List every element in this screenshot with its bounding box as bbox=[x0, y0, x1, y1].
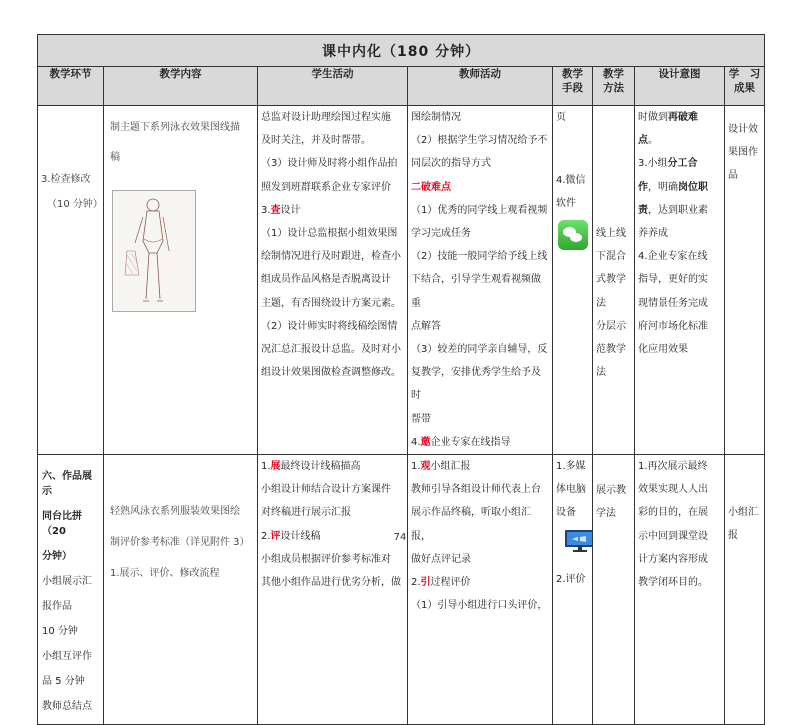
table-row bbox=[38, 106, 765, 455]
row2-stage: 六、作品展示 同台比拼（20 分钟） 小组展示汇 报作品 10 分钟 小组互评作 品 5 分钟 教师总结点 bbox=[38, 455, 104, 725]
row1-result: 设计效 果图作 品 bbox=[725, 106, 765, 455]
row2-student: 1.展最终设计线稿描高 小组设计师结合设计方案课件 对终稿进行展示汇报 2.评设计线稿 小组成员根据评价参考标准对 其他小组作品进行优劣分析，做 bbox=[258, 455, 408, 725]
row1-content: 制主题下系列泳衣效果图线描 稿 bbox=[104, 106, 258, 455]
table-row bbox=[38, 455, 765, 725]
row2-design: 1.再次展示最终 效果实现人人出 彩的目的，在展 示中回到课堂设 计方案内容形成 教学闭环目的。 bbox=[635, 455, 725, 725]
header-row bbox=[38, 67, 765, 106]
fashion-sketch-image bbox=[112, 190, 196, 312]
row1-means: 页 4.微信 软件 bbox=[553, 106, 593, 455]
page-number: 74 bbox=[393, 532, 407, 543]
lesson-plan-table bbox=[37, 34, 765, 725]
section-title: 课中内化（180 分钟） bbox=[38, 35, 765, 67]
row2-teacher: 1.观小组汇报 教师引导各组设计师代表上台 展示作品终稿，听取小组汇报， 做好点评记录 2.引过程评价 （1）引导小组进行口头评价， bbox=[408, 455, 553, 725]
row2-result: 小组汇 报 bbox=[725, 455, 765, 725]
difficulty-label: 二破难点 bbox=[411, 181, 451, 193]
wechat-icon bbox=[558, 220, 588, 250]
row2-content: 轻熟风泳衣系列服装效果图绘 制评价参考标准（详见附件 3） 1.展示、评价、修改流程 bbox=[104, 455, 258, 725]
header-teacher: 教师活动 bbox=[408, 67, 553, 106]
row1-method: 线上线 下混合 式教学 法 分层示 范教学 法 bbox=[593, 106, 635, 455]
row1-student: 总监对设计助理绘图过程实施 及时关注，并及时帮带。 （3）设计师及时将小组作品拍 照发到班群联系企业专家评价 3.查设计 （1）设计总监根据小组效果图 绘制情况进行及时跟进，检查小 组成员作品风格是否脱离设计 主题，有否围绕设计方案元素。 （2）设计师实时将线稿绘图情 况汇总汇报设计总监。及时对小 组设计效果图做检查调整修改。 bbox=[258, 106, 408, 455]
header-design: 设计意图 bbox=[635, 67, 725, 106]
header-content: 教学内容 bbox=[104, 67, 258, 106]
header-means: 教学 手段 bbox=[553, 67, 593, 106]
header-result: 学 习 成果 bbox=[725, 67, 765, 106]
row1-stage: 3.检查修改 （10 分钟） bbox=[38, 106, 104, 455]
row2-method: 展示教 学法 bbox=[593, 455, 635, 725]
header-student: 学生活动 bbox=[258, 67, 408, 106]
header-stage: 教学环节 bbox=[38, 67, 104, 106]
row1-design: 时做到再破难 点。 3.小组分工合 作，明确岗位职 责，达到职业素 养养成 4.企业专家在线 指导，更好的实 现情景任务完成 府河市场化标准 化应用效果 bbox=[635, 106, 725, 455]
row2-means: 1.多媒 体电脑 设备 2.评价 bbox=[553, 455, 593, 725]
header-method: 教学 方法 bbox=[593, 67, 635, 106]
row1-teacher: 图绘制情况 （2）根据学生学习情况给予不 同层次的指导方式 二破难点 （1）优秀的同学线上观看视频 学习完成任务 （2）技能一般同学给予线上线 下结合，引导学生观看视频做重 点解答 （3）较差的同学亲自辅导，反 复教学，安排优秀学生给予及时 帮带 4.邀企业专家在线指导 bbox=[408, 106, 553, 455]
